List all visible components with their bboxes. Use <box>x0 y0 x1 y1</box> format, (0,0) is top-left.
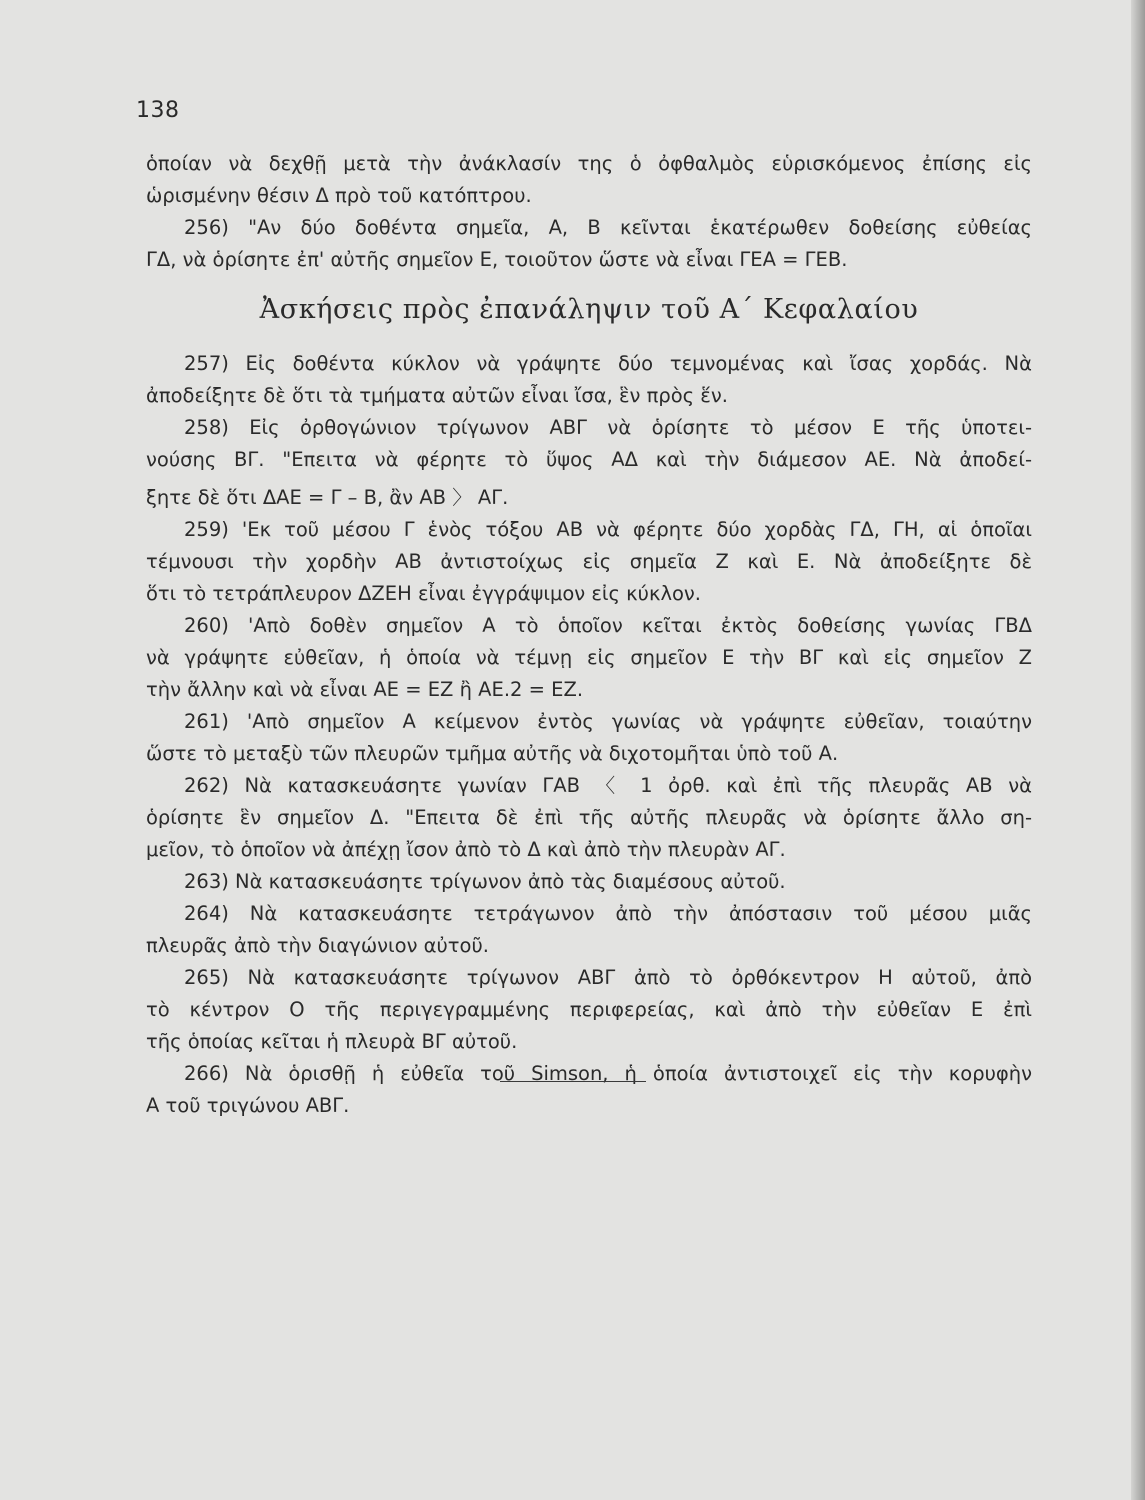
exercise-263-line: 263) Νὰ κατασκευάσητε τρίγωνον ἀπὸ τὰς διαμέσους αὐτοῦ. <box>184 870 786 893</box>
exercise-265-line: τὸ κέντρον Ο τῆς περιγεγραμμένης περιφερείας, καὶ ἀπὸ τὴν εὐθεῖαν Ε ἐπὶ <box>146 998 1032 1021</box>
exercise-259-line: τέμνουσι τὴν χορδὴν ΑΒ ἀντιστοίχως εἰς σημεῖα Ζ καὶ Ε. Νὰ ἀποδείξητε δὲ <box>146 550 1032 573</box>
exercise-257-line: 257) Εἰς δοθέντα κύκλον νὰ γράψητε δύο τεμνομένας καὶ ἴσας χορδάς. Νὰ <box>184 352 1032 375</box>
page-edge-shadow <box>1131 0 1145 1500</box>
exercise-256-line: 256) "Αν δύο δοθέντα σημεῖα, Α, Β κεῖνται ἑκατέρωθεν δοθείσης εὐθείας <box>184 216 1032 239</box>
exercise-259-line: ὅτι τὸ τετράπλευρον ΔΖΕΗ εἶναι ἐγγράψιμον εἰς κύκλον. <box>146 582 702 605</box>
text-line: ὡρισμένην θέσιν Δ πρὸ τοῦ κατόπτρου. <box>146 184 532 207</box>
exercise-258-line: 258) Εἰς ὀρθογώνιον τρίγωνον ΑΒΓ νὰ ὁρίσητε τὸ μέσον Ε τῆς ὑποτει- <box>184 416 1032 439</box>
exercise-261-line: ὥστε τὸ μεταξὺ τῶν πλευρῶν τμῆμα αὐτῆς νὰ διχοτομῆται ὑπὸ τοῦ Α. <box>146 742 839 765</box>
exercise-260-line: νὰ γράψητε εὐθεῖαν, ἡ ὁποία νὰ τέμνῃ εἰς σημεῖον Ε τὴν ΒΓ καὶ εἰς σημεῖον Ζ <box>146 646 1032 669</box>
exercise-266-line: Α τοῦ τριγώνου ΑΒΓ. <box>146 1094 350 1117</box>
exercise-257-line: ἀποδείξητε δὲ ὅτι τὰ τμήματα αὐτῶν εἶναι ἴσα, ἓν πρὸς ἕν. <box>146 384 728 407</box>
exercise-260-line: τὴν ἄλλην καὶ νὰ εἶναι ΑΕ = ΕΖ ἢ ΑΕ.2 = ΕΖ. <box>146 678 584 701</box>
exercise-266-line: 266) Νὰ ὁρισθῇ ἡ εὐθεῖα τοῦ Simson, ἡ ὁποία ἀντιστοιχεῖ εἰς τὴν κορυφὴν <box>184 1062 1032 1085</box>
exercise-258-line: ξητε δὲ ὅτι ΔΑΕ = Γ – Β, ἂν ΑΒ 〉 ΑΓ. <box>146 486 509 509</box>
exercise-260-line: 260) 'Απὸ δοθὲν σημεῖον Α τὸ ὁποῖον κεῖται ἐκτὸς δοθείσης γωνίας ΓΒΔ <box>184 614 1032 637</box>
exercise-256-line: ΓΔ, νὰ ὁρίσητε ἐπ' αὐτῆς σημεῖον Ε, τοιοῦτον ὥστε νὰ εἶναι ΓΕΑ = ΓΕΒ. <box>146 248 848 271</box>
section-heading: Ἀσκήσεις πρὸς ἐπανάληψιν τοῦ Α΄ Κεφαλαίου <box>259 294 919 325</box>
exercise-262-line: ὁρίσητε ἓν σημεῖον Δ. "Επειτα δὲ ἐπὶ τῆς αὐτῆς πλευρᾶς νὰ ὁρίσητε ἄλλο ση- <box>146 806 1032 829</box>
exercise-264-line: πλευρᾶς ἀπὸ τὴν διαγώνιον αὐτοῦ. <box>146 934 489 957</box>
exercise-259-line: 259) 'Εκ τοῦ μέσου Γ ἑνὸς τόξου ΑΒ νὰ φέρητε δύο χορδὰς ΓΔ, ΓΗ, αἱ ὁποῖαι <box>184 518 1032 541</box>
page-number: 138 <box>136 98 180 123</box>
exercise-262-line: μεῖον, τὸ ὁποῖον νὰ ἀπέχῃ ἴσον ἀπὸ τὸ Δ καὶ ἀπὸ τὴν πλευρὰν ΑΓ. <box>146 838 786 861</box>
end-rule <box>500 1081 646 1082</box>
text-line: ὁποίαν νὰ δεχθῇ μετὰ τὴν ἀνάκλασίν της ὁ ὀφθαλμὸς εὑρισκόμενος ἐπίσης εἰς <box>146 152 1032 175</box>
exercise-261-line: 261) 'Απὸ σημεῖον Α κείμενον ἐντὸς γωνίας νὰ γράψητε εὐθεῖαν, τοιαύτην <box>184 710 1032 733</box>
exercise-258-line: νούσης ΒΓ. "Επειτα νὰ φέρητε τὸ ὕψος ΑΔ καὶ τὴν διάμεσον ΑΕ. Νὰ ἀποδεί- <box>146 448 1032 471</box>
exercise-264-line: 264) Νὰ κατασκευάσητε τετράγωνον ἀπὸ τὴν ἀπόστασιν τοῦ μέσου μιᾶς <box>184 902 1032 925</box>
exercise-265-line: 265) Νὰ κατασκευάσητε τρίγωνον ΑΒΓ ἀπὸ τὸ ὀρθόκεντρον Η αὐτοῦ, ἀπὸ <box>184 966 1032 989</box>
exercise-262-line: 262) Νὰ κατασκευάσητε γωνίαν ΓΑΒ 〈 1 ὀρθ. καὶ ἐπὶ τῆς πλευρᾶς ΑΒ νὰ <box>184 774 1032 797</box>
exercise-265-line: τῆς ὁποίας κεῖται ἡ πλευρὰ ΒΓ αὐτοῦ. <box>146 1030 518 1053</box>
page-body <box>146 148 1032 1122</box>
